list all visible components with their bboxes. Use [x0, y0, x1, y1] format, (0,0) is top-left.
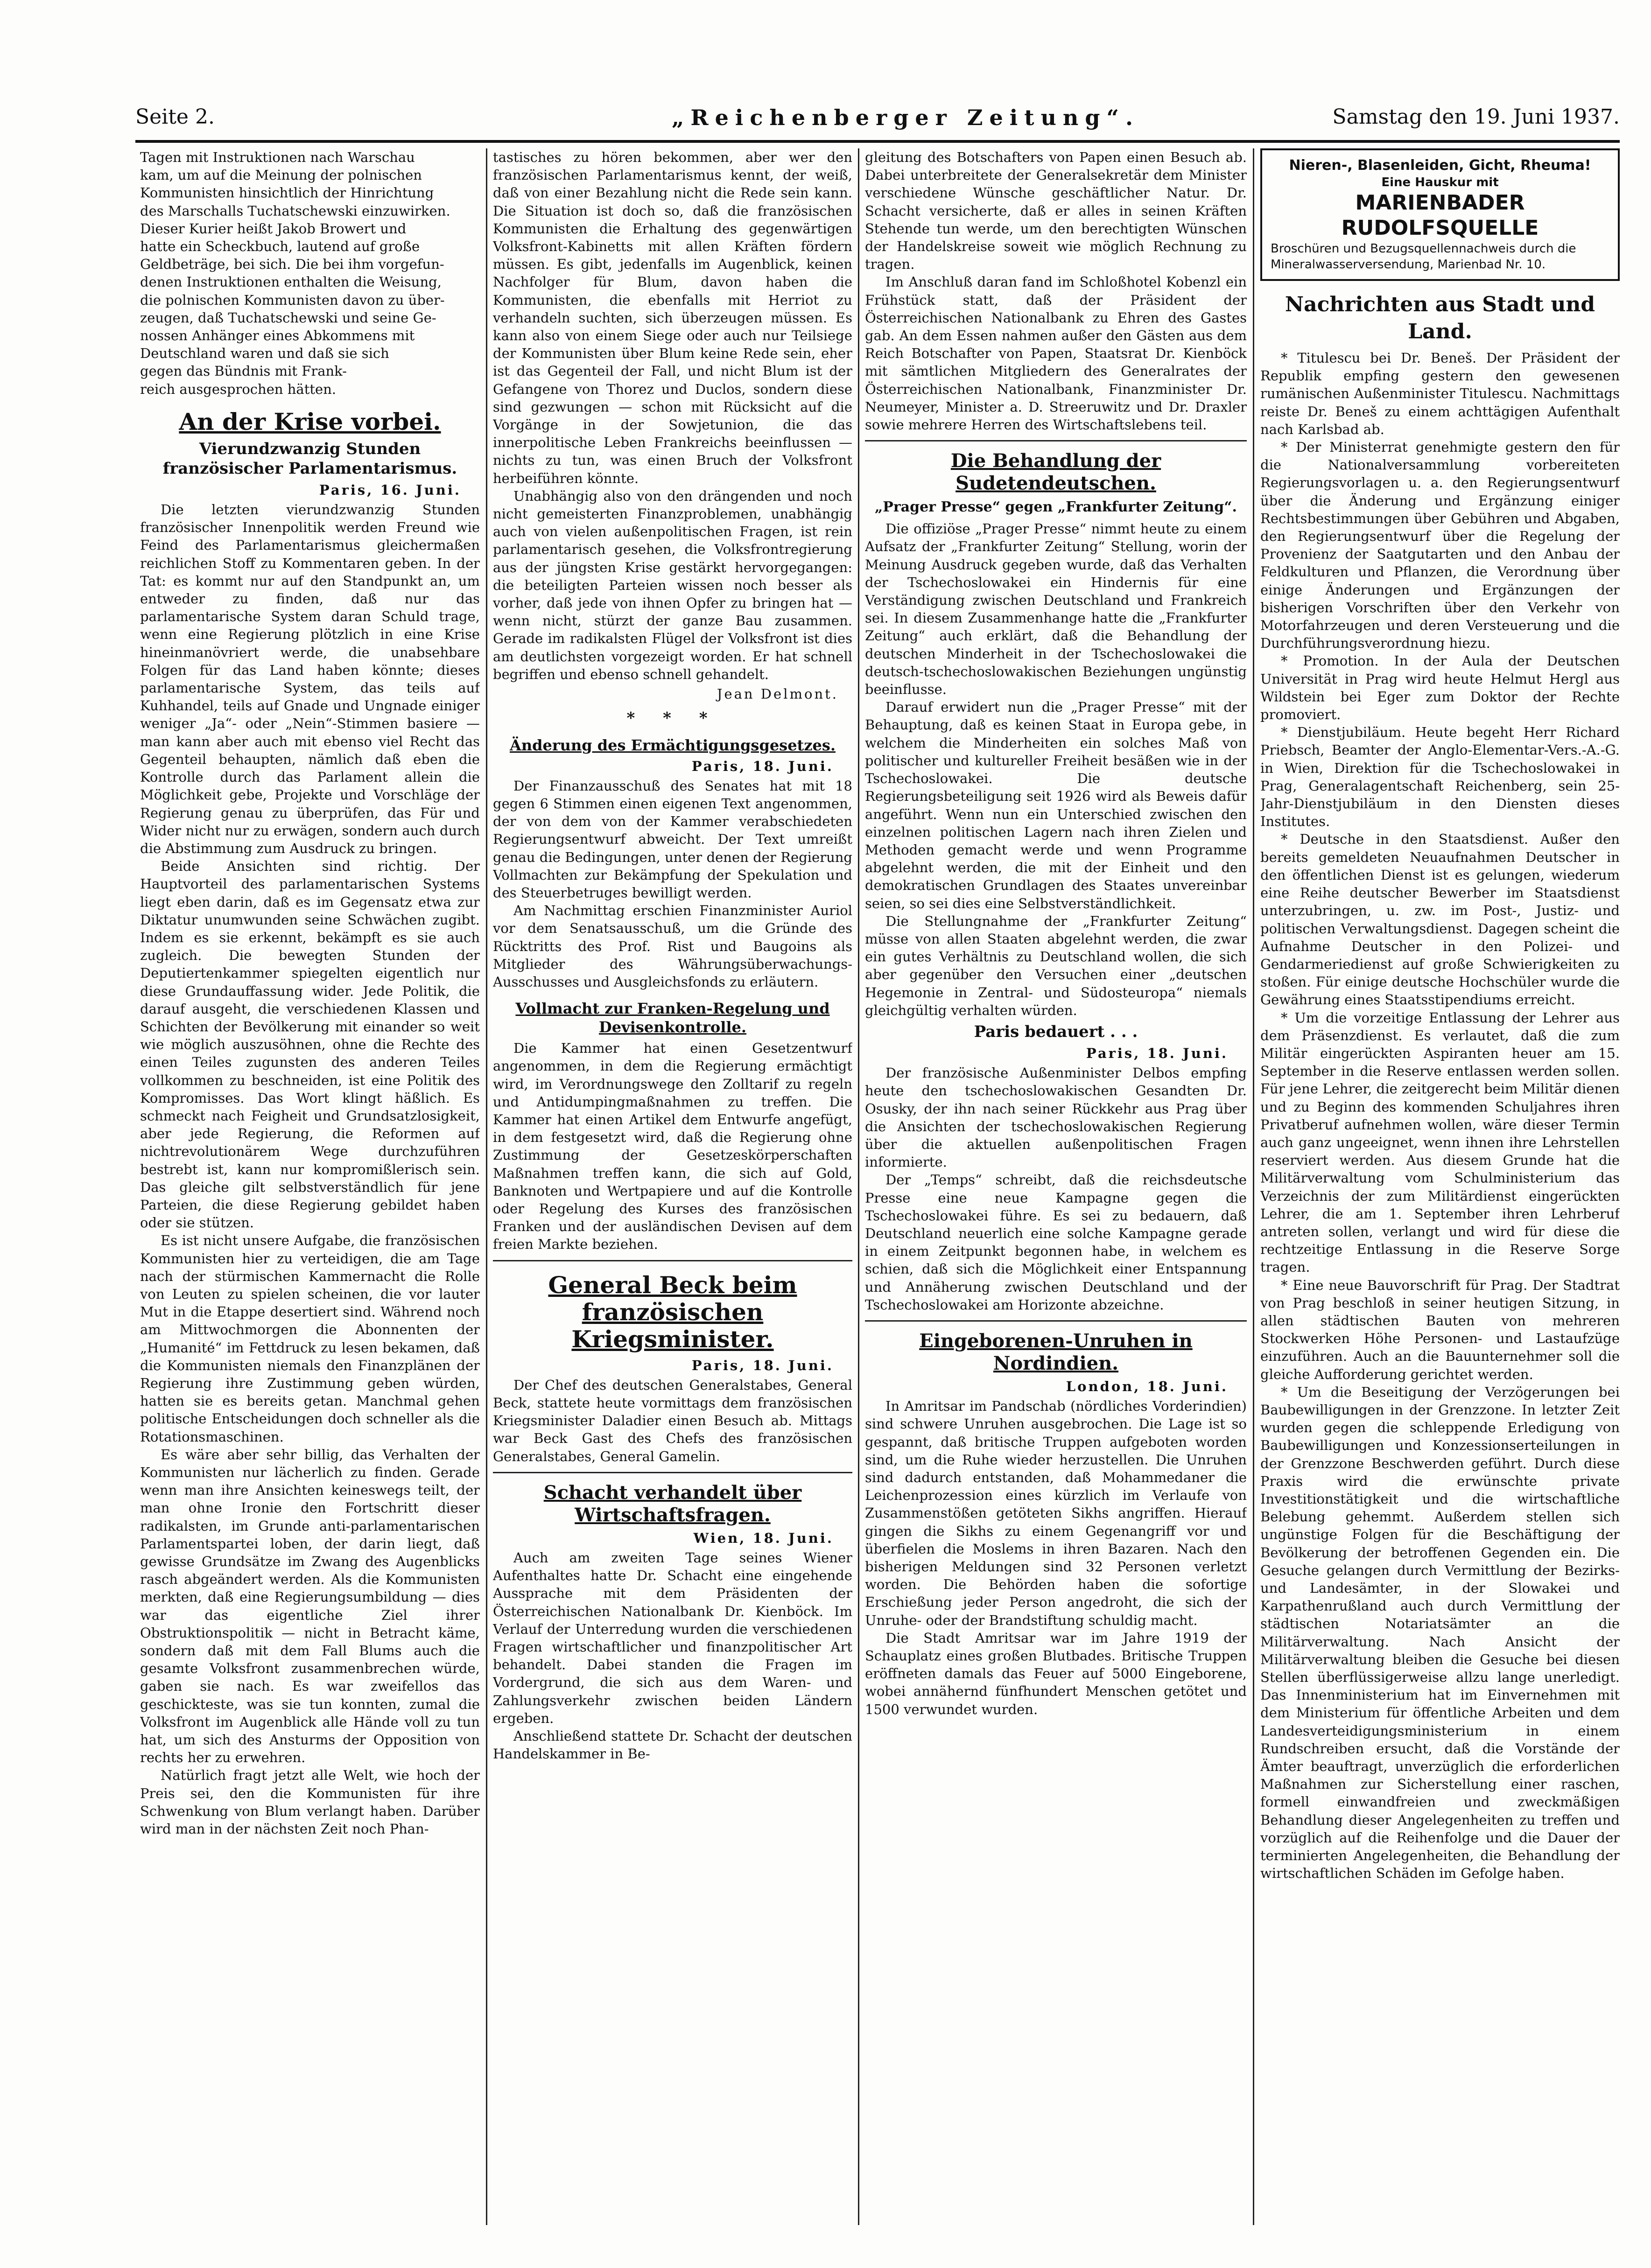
news-item: * Um die vorzeitige Entlassung der Lehrer aus dem Präsenzdienst. Es verlautet, daß die zum Militär eingerückten Aspiranten heuer am 15. September in die Reserve entlassen werden sollen. Für jene Lehrer, die zeitgerecht beim Militär dienen und zu Beginn des kommenden Schuljahres ihren Privatberuf aufnehmen wollen, wäre dieser Termin auch ganz ungeeignet, wenn ihnen ihre Lehrstellen reserviert werden. Aus diesem Grunde hat die Militärverwaltung vom Schulministerium das Verzeichnis der zum Militärdienst eingerückten Lehrer, die am 1. September ihren Lehrberuf antreten sollen, verlangt und wird für diese die rechtzeitige Entlassung in die Reserve Sorge tragen. — [1260, 1009, 1620, 1275]
news-item: * Um die Beseitigung der Verzögerungen bei Baubewilligungen in der Grenzzone. In letzter Zeit wurden gegen die schleppende Erledigung von Baubewilligungen und Konzessionserteilungen in der Grenzzone Beschwerden geführt. Durch diese Praxis wird die erwünschte private Investitionstätigkeit und die wirtschaftliche Belebung gehemmt. Außerdem stellen sich ungünstige Folgen für die Beschäftigung der Bevölkerung der betroffenen Gegenden ein. Die Gesuche gelangen durch Vermittlung der Bezirks- und Landesämter, in der Slowakei und Karpathenrußland auch durch Vermittlung der städtischen Notariatsämter an die Militärverwaltung. Nach Ansicht der Militärverwaltung bleiben die Gesuche bei diesen Stellen überflüssigerweise allzu lange unerledigt. Das Innenministerium hat im Einvernehmen mit dem Ministerium für öffentliche Arbeiten und dem Landesverteidigungsministerium in einem Rundschreiben ersucht, daß die Vorstände der Ämter beauftragt, unverzüglich die erforderlichen Maßnahmen zur Sicherstellung einer raschen, formell einwandfreien und zweckmäßigen Behandlung dieser Angelegenheiten zu treffen und vorzüglich auf die Reihenfolge und die Dauer der terminierten Angelegenheiten, die Behandlung der wirtschaftlichen Schäden im Gefolge haben. — [1260, 1384, 1620, 1882]
paragraph: Der Finanzausschuß des Senates hat mit 18 gegen 6 Stimmen einen eigenen Text angenommen, der von dem von der Kammer verabschiedeten Regierungsentwurf abweicht. Der Text umreißt genau die Bedingungen, unter denen der Regierung Vollmachten zur Bekämpfung der Spekulation und des Steuerbetruges bewilligt werden. — [493, 777, 852, 901]
text-line: hatte ein Scheckbuch, lautend auf große — [140, 238, 420, 255]
column-4 — [1260, 148, 1620, 2230]
header-rule — [135, 140, 1620, 143]
paragraph: Natürlich fragt jetzt alle Welt, wie hoch der Preis sei, den die Kommunisten für ihre Schwenkung von Blum verlangt haben. Darüber wird man in der nächsten Zeit noch Phan- — [140, 1767, 480, 1837]
page-header — [135, 105, 1620, 138]
section-rule — [865, 440, 1247, 441]
news-item: * Der Ministerrat genehmigte gestern den für die Nationalversammlung vorbereiteten Regierungsvorlagen u. a. den Regierungsentwurf über die Änderung und Ergänzung einiger Rechtsbestimmungen über Gebühren und Abgaben, den Regierungsentwurf über die Regelung der Provenienz der Saatgutarten und den Anbau der Feldkulturen und Pflanzen, die Verordnung über einige Änderungen und Ergänzungen der bisherigen Vorschriften über den Verkehr von Motorfahrzeugen und deren Versteuerung und die Durchführungsverordnung hiezu. — [1260, 439, 1620, 651]
paragraph: Darauf erwidert nun die „Prager Presse“ mit der Behauptung, daß es keinen Staat in Europa gebe, in welchem die Minderheiten ein solches Maß von politischer und kultureller Freiheit besäßen wie in der Tschechoslowakei. Die deutsche Regierungsbeteiligung seit 1926 wird als Beweis dafür angeführt. Wenn nun ein Unterschied zwischen den einzelnen politischen Lagern nach ihren Zielen und Methoden gemacht werde und wenn Programme abgelehnt werden, die mit der Einheit und den demokratischen Grundlagen des Staates unvereinbar seien, so sei dies eine Selbstverständlichkeit. — [865, 699, 1247, 911]
article-headline: Eingeborenen-Unruhen in Nordindien. — [919, 1330, 1193, 1374]
news-item: * Eine neue Bauvorschrift für Prag. Der Stadtrat von Prag beschloß in seiner heutigen Sitzung, in allen städtischen Bauten von mehreren Stockwerken Höhe Personen- und Lastaufzüge einzuführen. Auch an die Bauunternehmer soll die gleiche Aufforderung gerichtet werden. — [1260, 1277, 1620, 1382]
text-line: kam, um auf die Meinung der polnischen — [140, 167, 422, 183]
news-item: * Promotion. In der Aula der Deutschen Universität in Prag wird heute Helmut Hergl aus Wildstein bei Eger zum Doktor der Rechte promoviert. — [1260, 653, 1620, 723]
text-line: reich ausgesprochen hätten. — [140, 381, 337, 397]
paragraph: Anschließend stattete Dr. Schacht der deutschen Handelskammer in Be- — [493, 1728, 852, 1762]
paragraph: Die letzten vierundzwanzig Stunden französischer Innenpolitik werden Freund wie Feind des Parlamentarismus gleichermaßen reichlichen Stoff zu Kommentaren geben. In der Tat: es kommt nur auf den Standpunkt an, um entweder zu finden, daß nur das parlamentarische System daran Schuld trage, wenn eine Regierung plötzlich in eine Krise hineinmanövriert werde, die unabsehbare Folgen für das Land haben könnte; dieses parlamentarische System, das teils auf Kuhhandel, teils auf Gnade und Ungnade einiger weniger „Ja“- oder „Nein“-Stimmen basiere — man kann aber auch mit ebenso viel Recht das Gegenteil behaupten, nämlich daß eben die Kontrolle durch das Parlament allein die Möglichkeit gebe, Projekte und Vorschläge der Regierung genau zu überprüfen, das Für und Wider nicht nur zu erwägen, sondern auch durch die Abstimmung zum Ausdruck zu bringen. — [140, 502, 480, 856]
column-divider — [486, 148, 487, 2225]
dateline: Paris, 18. Juni. — [691, 1357, 834, 1373]
advertisement — [1260, 148, 1620, 281]
paragraph: Es ist nicht unsere Aufgabe, die französischen Kommunisten hier zu verteidigen, die am Tage nach der stürmischen Kammernacht die Rolle von Leuten zu spielen scheinen, die vor lauter Mut in die Etappe desertiert sind. Während noch am Mittwochmorgen die Abonnenten der „Humanité“ im Fettdruck zu lesen bekamen, daß die Kommunisten niemals den Finanzplänen der Regierung ihre Zustimmung geben würden, hatten sie es bereits getan. Manchmal gehen politische Entscheidungen doch schneller als die Rotationsmaschinen. — [140, 1232, 480, 1445]
section-rule — [493, 1260, 852, 1261]
column-2 — [493, 148, 852, 2230]
article-headline: Paris bedauert . . . — [974, 1022, 1138, 1041]
paragraph: Auch am zweiten Tage seines Wiener Aufenthaltes hatte Dr. Schacht eine eingehende Aussprache mit dem Präsidenten der Österreichischen Nationalbank Dr. Kienböck. Im Verlauf der Unterredung wurden die verschiedenen Fragen wirtschaftlicher und finanzpolitischer Art behandelt. Dabei standen die Fragen im Vordergrund, die sich aus dem Waren- und Zahlungsverkehr zwischen beiden Ländern ergeben. — [493, 1550, 852, 1726]
paragraph: Die Stellungnahme der „Frankfurter Zeitung“ müsse von allen Staaten abgelehnt werden, die zwar ein gutes Verhältnis zu Deutschland wollen, die sich aber gegenüber den Versuchen einer „deutschen Hegemonie in Zentral- und Südosteuropa“ niemals gleichgültig verhalten würden. — [865, 913, 1247, 1018]
text-line: nossen Anhänger eines Abkommens mit — [140, 328, 415, 344]
text-line: Geldbeträge, bei sich. Die bei ihm vorgefun- — [140, 256, 444, 273]
author-signature: Jean Delmont. — [717, 686, 838, 702]
text-line: Tagen mit Instruktionen nach Warschau — [140, 149, 415, 165]
column-1 — [140, 148, 480, 2230]
ad-tagline: Eine Hauskur mit — [1381, 175, 1499, 189]
paragraph: Es wäre aber sehr billig, das Verhalten der Kommunisten nur lächerlich zu finden. Gerade wenn man ihre Ansichten keineswegs teilt, der man ohne Ironie den Fortschritt dieser radikalsten, im Grunde anti-parlamentarischen Parlamentspartei loben, der darin liegt, daß gewisse Grundsätze im Zwang des Augenblicks rasch abgeändert werden. Als die Kommunisten merkten, daß eine Regierungsumbildung — dies war das eigentliche Ziel ihrer Obstruktionspolitik — nicht in Betracht käme, sondern daß mit dem Fall Blums auch die gesamte Volksfront zusammenbrechen würde, gaben sie nach. Es war zweifellos das geschickteste, was sie tun konnten, zumal die Volksfront im Augenblick alle Hände voll zu tun hat, um sich des Ansturms der Opposition von rechts her zu erwehren. — [140, 1446, 480, 1766]
ad-headline: Nieren-, Blasenleiden, Gicht, Rheuma! — [1289, 157, 1591, 174]
section-rule — [493, 1472, 852, 1473]
text-line: Kommunisten hinsichtlich der Hinrichtung — [140, 185, 434, 201]
article-headline: An der Krise vorbei. — [179, 407, 441, 435]
column-divider — [858, 148, 859, 2225]
section-title: Nachrichten aus Stadt und Land. — [1285, 293, 1595, 343]
paragraph: gleitung des Botschafters von Papen einen Besuch ab. Dabei unterbreitete der Generalsekretär dem Minister verschiedene Wünsche geschäftlicher Natur. Dr. Schacht versicherte, daß er alles in seinen Kräften Stehende tun werde, um den berechtigten Wünschen der Handelskreise soweit wie möglich Rechnung zu tragen. — [865, 149, 1247, 273]
section-separator: * * * — [626, 709, 719, 728]
text-line: des Marschalls Tuchatschewski einzuwirken. — [140, 203, 450, 219]
paragraph: Der französische Außenminister Delbos empfing heute den tschechoslowakischen Gesandten Dr. Osusky, der ihn nach seiner Rückkehr aus Prag über die Ansichten der tschechoslowakischen Regierung über die aktuellen außenpolitischen Fragen informierte. — [865, 1065, 1247, 1170]
text-line: Dieser Kurier heißt Jakob Browert und — [140, 220, 407, 237]
paragraph: Die Stadt Amritsar war im Jahre 1919 der Schauplatz eines großen Blutbades. Britische Truppen eröffneten damals das Feuer auf 5000 Eingeborene, wobei annähernd fünfhundert Menschen getötet und 1500 verwundet wurden. — [865, 1630, 1247, 1717]
text-line: gegen das Bündnis mit Frank- — [140, 363, 347, 379]
text-line: Deutschland waren und daß sie sich — [140, 345, 389, 362]
news-item: * Deutsche in den Staatsdienst. Außer den bereits gemeldeten Neuaufnahmen Deutscher in den öffentlichen Dienst ist es gelungen, wiederum eine Reihe deutscher Bewerber im Staatsdienst unterzubringen, u. zw. im Post-, Justiz- und politischen Verwaltungsdienst. Dagegen scheint die Aufnahme Deutscher in den Polizei- und Gendarmeriedienst auf große Schwierigkeiten zu stoßen. Für einige deutsche Hochschüler wurde die Gewährung eines Staatsstipendiums erreicht. — [1260, 831, 1620, 1008]
page-number: Seite 2. — [135, 105, 215, 129]
newspaper-title: „Reichenberger Zeitung“. — [671, 105, 1140, 130]
column-3 — [865, 148, 1247, 2230]
text-line: zeugen, daß Tuchatschewski und seine Ge- — [140, 309, 436, 326]
paragraph: Die offiziöse „Prager Presse“ nimmt heute zu einem Aufsatz der „Frankfurter Zeitung“ Stellung, worin der Meinung Ausdruck gegeben wurde, daß das Verhalten der Tschechoslowakei ein Hindernis für eine Verständigung zwischen Deutschland und Frankreich sei. In diesem Zusammenhange hatte die „Frankfurter Zeitung“ auch erklärt, daß die Behandlung der deutschen Minderheit in der Tschechoslowakei die deutsch-tschechoslowakischen Beziehungen ungünstig beeinflusse. — [865, 521, 1247, 698]
section-rule — [865, 1320, 1247, 1322]
text-line: die polnischen Kommunisten davon zu über- — [140, 292, 445, 308]
dateline: Paris, 18. Juni. — [1086, 1045, 1228, 1061]
article-headline: Änderung des Ermächtigungsgesetzes. — [509, 736, 836, 754]
dateline: Paris, 18. Juni. — [691, 758, 834, 774]
paragraph: Die Kammer hat einen Gesetzentwurf angenommen, in dem die Regierung ermächtigt wird, im Verordnungswege den Zolltarif zu regeln und Antidumpingmaßnahmen zu treffen. Die Kammer hat einen Artikel dem Entwurfe angefügt, in dem festgesetzt wird, daß die Regierung ohne Zustimmung der Gesetzeskörperschaften Maßnahmen treffen kann, die sich auf Gold, Banknoten und Wertpapiere und auf die Kontrolle oder Regelung des Kurses des französischen Franken und der ausländischen Devisen auf dem freien Markte beziehen. — [493, 1040, 852, 1253]
paragraph: tastisches zu hören bekommen, aber wer den französischen Parlamentarismus kennt, der weiß, daß von einer Bezahlung nicht die Rede sein kann. Die Situation ist doch so, daß die französischen Kommunisten die Erhaltung des gegenwärtigen Volksfront-Kabinetts mit allen Kräften fördern müssen. Es gibt, jedenfalls im Augenblick, keinen Nachfolger für Blum, davon haben die Kommunisten, die ebenfalls mit Herriot zu verhandeln suchten, sich überzeugen müssen. Es kann also von einem Siege oder auch nur Teilsiege der Kommunisten über Blum keine Rede sein, eher ist das Gegenteil der Fall, und nicht Blum ist der Gefangene von Thorez und Duclos, sondern diese sind gezwungen — schon mit Rücksicht auf die Vorgänge in der Sowjetunion, die das innerpolitische Leben Frankreichs beeinflussen — nichts zu tun, was einen Bruch der Volksfront herbeiführen könnte. — [493, 149, 852, 486]
article-headline: Schacht verhandelt über Wirtschaftsfragen. — [543, 1481, 802, 1526]
paragraph: Beide Ansichten sind richtig. Der Hauptvorteil des parlamentarischen Systems liegt eben darin, daß es im Gegensatz etwa zur Diktatur unumwunden seine Schwächen zugibt. Indem es sie erkennt, bekämpft es sie auch zugleich. Die bewegten Stunden der Deputiertenkammer spiegelten eigentlich nur diese Grundauffassung wider. Jede Politik, die darauf ausgeht, die verschiedenen Klassen und Schichten der Bevölkerung mit einander so weit wie möglich auszusöhnen, ohne die Rechte des einen Teiles zugunsten des anderen Teiles vollkommen zu beschneiden, ist eine Politik des Kompromisses. Das Wort klingt häßlich. Es schmeckt nach Feigheit und Grundsatzlosigkeit, aber jede Regierung, die Reformen auf nichtrevolutionärem Wege durchzuführen bestrebt ist, kann nur kompromißlerisch sein. Das gleiche gilt selbstverständlich für jene Parteien, die diese Regierung gebildet haben oder sie stützen. — [140, 858, 480, 1231]
intro-lines — [140, 148, 480, 398]
paragraph: Der Chef des deutschen Generalstabes, General Beck, stattete heute vormittags dem französischen Kriegsminister Daladier einen Besuch ab. Mittags war Beck Gast des Chefs des französischen Generalstabes, General Gamelin. — [493, 1377, 852, 1464]
article-subheadline: Vierundzwanzig Stunden französischer Parlamentarismus. — [162, 439, 457, 478]
issue-date: Samstag den 19. Juni 1937. — [1332, 105, 1620, 129]
article-subheadline: „Prager Presse“ gegen „Frankfurter Zeitung“. — [875, 499, 1237, 516]
news-item: * Dienstjubiläum. Heute begeht Herr Richard Priebsch, Beamter der Anglo-Elementar-Vers.-A.-G. in Wien, Direktion für die Tschechoslowakei in Prag, Generalagentschaft Reichenberg, sein 25-Jahr-Dienstjubiläum in den Diensten dieses Institutes. — [1260, 724, 1620, 830]
article-headline: General Beck beim französischen Kriegsminister. — [548, 1271, 797, 1353]
article-headline: Vollmacht zur Franken-Regelung und Devisenkontrolle. — [515, 1000, 830, 1036]
dateline: Wien, 18. Juni. — [693, 1530, 834, 1546]
article-headline: Die Behandlung der Sudetendeutschen. — [950, 450, 1161, 495]
column-divider — [1253, 148, 1254, 2225]
news-item: * Titulescu bei Dr. Beneš. Der Präsident der Republik empfing gestern den gewesenen rumänischen Außenminister Titulescu. Nachmittags reiste Dr. Beneš zu einem achttägigen Aufenthalt nach Karlsbad ab. — [1260, 350, 1620, 437]
ad-brand: MARIENBADER RUDOLFSQUELLE — [1341, 191, 1539, 240]
paragraph: Im Anschluß daran fand im Schloßhotel Kobenzl ein Frühstück statt, daß der Präsident der Österreichischen Nationalbank zu Ehren des Gastes gab. An dem Essen nahmen außer den Gästen aus dem Reich Botschafter von Papen, Staatsrat Dr. Kienböck mit sämtlichen Mitgliedern des Generalrates der Österreichischen Nationalbank, Finanzminister Dr. Neumeyer, Minister a. D. Streeruwitz und Dr. Draxler sowie mehrere Herren des Wirtschaftslebens teil. — [865, 274, 1247, 433]
paragraph: Am Nachmittag erschien Finanzminister Auriol vor dem Senatsausschuß, um die Gründe des Rücktritts des Prof. Rist und Baugoins als Mitglieder des Währungsüberwachungs-Ausschusses und Ausgleichsfonds zu erläutern. — [493, 903, 852, 990]
text-line: denen Instruktionen enthalten die Weisung, — [140, 274, 442, 290]
dateline: London, 18. Juni. — [1066, 1378, 1228, 1394]
paragraph: Der „Temps“ schreibt, daß die reichsdeutsche Presse eine neue Kampagne gegen die Tschechoslowakei führe. Es sei zu bedauern, daß Deutschland neuerlich eine solche Kampagne gerade in einem Zeitpunkt begonnen habe, in welchem es schien, daß sich die Möglichkeit einer Entspannung und Annäherung zwischen Deutschland und der Tschechoslowakei am Horizonte abzeichne. — [865, 1172, 1247, 1313]
paragraph: Unabhängig also von den drängenden und noch nicht gemeisterten Finanzproblemen, unabhängig auch von vielen außenpolitischen Fragen, ist rein parlamentarisch gesehen, die Volksfrontregierung aus der jüngsten Krise gestärkt hervorgegangen: die beteiligten Parteien wissen noch besser als vorher, daß jede von ihnen Opfer zu bringen hat — wenn nicht, stürzt der ganze Bau zusammen. Gerade im radikalsten Flügel der Volksfront ist dies am deutlichsten vorgezeigt worden. Er hat schnell begriffen und ebenso schnell gehandelt. — [493, 488, 852, 682]
paragraph: In Amritsar im Pandschab (nördliches Vorderindien) sind schwere Unruhen ausgebrochen. Die Lage ist so gespannt, daß britische Truppen aufgeboten worden sind, um die Ruhe wieder herzustellen. Die Unruhen sind dadurch entstanden, daß Mohammedaner die Leichenprozession eines kürzlich im Verlaufe von Zusammenstößen getöteten Sikhs angriffen. Hierauf gingen die Sikhs zu einem Gegenangriff vor und überfielen die Moslems in ihren Bazaren. Nach den bisherigen Meldungen sind 32 Personen verletzt worden. Die Behörden haben die sofortige Erschießung jeder Person angedroht, die sich der Unruhe- oder der Brandstiftung schuldig macht. — [865, 1398, 1247, 1628]
dateline: Paris, 16. Juni. — [319, 482, 461, 498]
ad-details: Broschüren und Bezugsquellennachweis durch die Mineralwasserversendung, Marienbad Nr. 10. — [1271, 242, 1576, 272]
